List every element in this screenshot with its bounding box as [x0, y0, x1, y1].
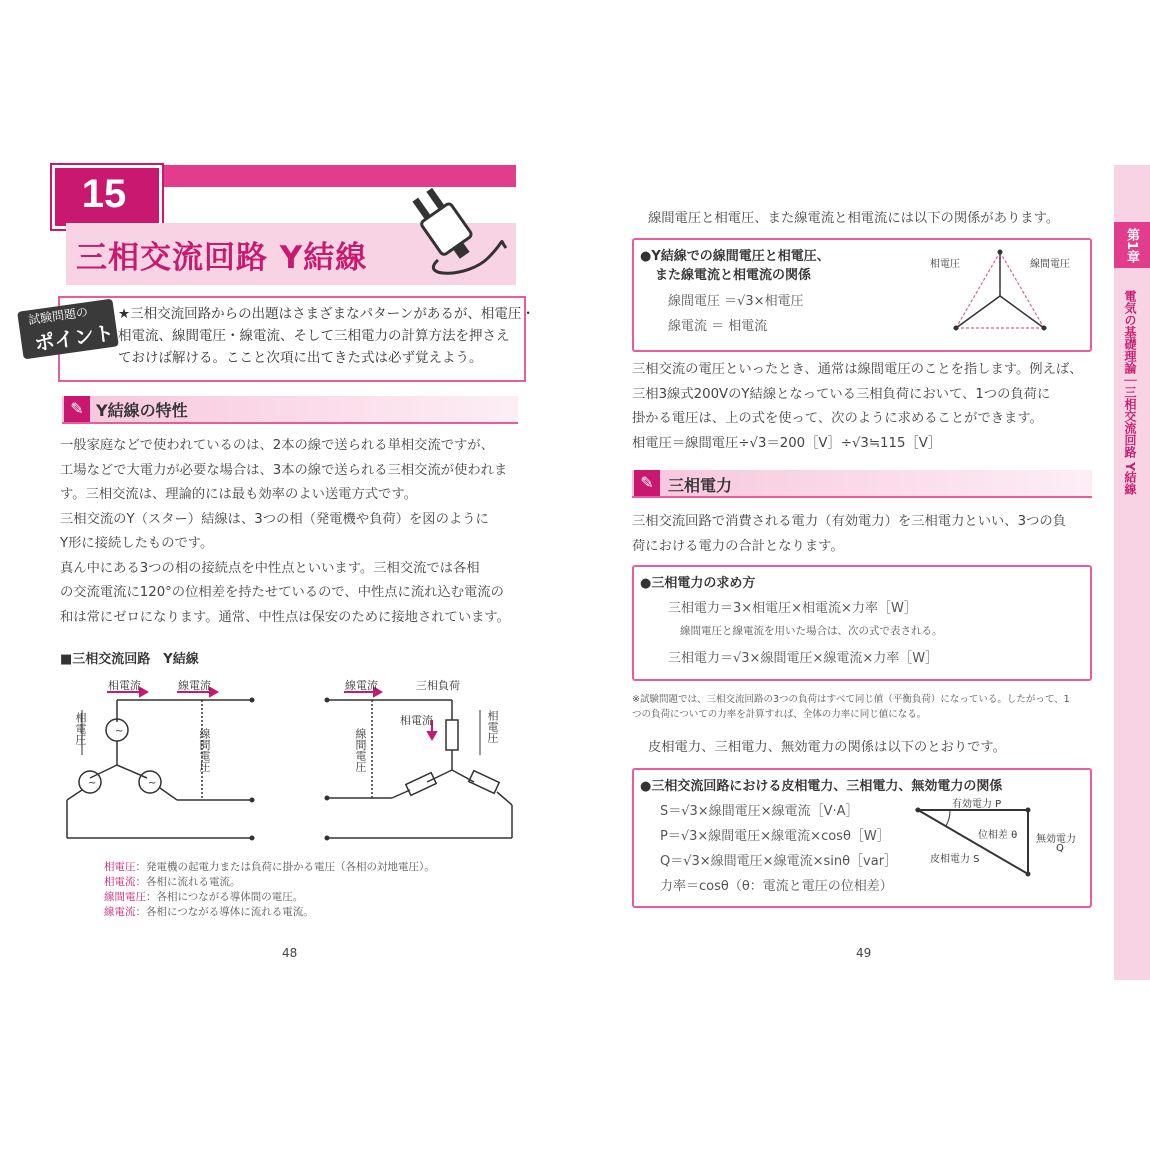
power-triangle: [910, 800, 1040, 880]
text-line: 和は常にゼロになります。通常、中性点は保安のために接地されています。: [60, 609, 510, 625]
text-line: ※試験問題では、三相交流回路の3つの負荷はすべて同じ値（平衡負荷）になっている。したがって、1: [632, 694, 1070, 705]
formula-power-phase: 三相電力＝3×相電圧×相電流×力率［W］: [668, 601, 917, 616]
formula-line-voltage: 線間電圧 ＝√3×相電圧: [668, 294, 804, 309]
page-number-right: 49: [856, 946, 872, 960]
label-active-power: 有効電力 P: [952, 799, 1002, 810]
label-line-voltage-2: 線間電圧: [354, 728, 367, 772]
exam-point-line: 相電流、線間電圧・線電流、そして三相電力の計算方法を押さえ: [118, 328, 510, 344]
plug-icon: [398, 178, 508, 278]
text-line: 掛かる電圧は、上の式を使って、次のように求めることができます。: [632, 411, 1043, 426]
exam-point-badge-small: 試験問題の: [27, 304, 89, 328]
formula-note: 線間電圧と線電流を用いた場合は、次の式で表される。: [680, 625, 943, 637]
formula-power-line: 三相電力＝√3×線間電圧×線電流×力率［W］: [668, 651, 939, 666]
page-title: 三相交流回路 Y結線: [76, 240, 368, 276]
formula-active: P＝√3×線間電圧×線電流×cosθ［W］: [660, 829, 890, 844]
relation-box-title-2: また線電流と相電流の関係: [655, 268, 812, 283]
text-line: 荷における電力の合計となります。: [632, 538, 844, 554]
formula-line-current: 線電流 ＝ 相電流: [668, 319, 768, 334]
label-reactive-q: Q: [1056, 843, 1064, 854]
pen-icon: ✎: [634, 470, 660, 496]
text-line: す。三相交流は、理論的には最も効率のよい送電方式です。: [60, 487, 417, 502]
text-line: 三相交流回路で消費される電力（有効電力）を三相電力といい、3つの負: [632, 514, 1066, 529]
chapter-number: 15: [81, 172, 127, 216]
label-three-phase-load: 三相負荷: [416, 679, 460, 692]
text-line: 相電圧＝線間電圧÷√3＝200［V］÷√3≒115［V］: [632, 435, 942, 451]
label-phase-current: 相電流: [108, 679, 141, 692]
svg-text:~: ~: [115, 726, 124, 737]
chapter-side-tab: [1114, 165, 1150, 980]
power-box-title: ●三相電力の求め方: [640, 576, 756, 591]
label-phase-voltage: 相電圧: [74, 712, 87, 745]
figure-caption: ■三相交流回路 Y結線: [60, 652, 199, 667]
text-line: つの負荷についての力率を計算すれば、全体の力率に同じ値になる。: [632, 709, 927, 720]
text-line: の交流電流に120°の位相差を持たせているので、中性点に流れ込む電流の: [60, 585, 504, 600]
label-apparent-power: 皮相電力 S: [930, 854, 980, 865]
paragraph-4: [632, 358, 1094, 456]
figure-legend: [104, 860, 435, 920]
label-phase-current-2: 相電流: [400, 714, 433, 727]
formula-reactive: Q＝√3×線間電圧×線電流×sinθ［var］: [660, 854, 898, 869]
paragraph-1: [60, 434, 522, 630]
text-line: 三相3線式200VのY結線となっている三相負荷において、1つの負荷に: [632, 386, 1051, 402]
text-line: 一般家庭などで使われているのは、2本の線で送られる単相交流ですが、: [60, 438, 494, 453]
text-line: 三相交流の電圧といったとき、通常は線間電圧のことを指します。例えば、: [632, 362, 1083, 377]
formula-apparent: S＝√3×線間電圧×線電流［V·A］: [660, 804, 859, 819]
exam-point-text: [118, 303, 535, 369]
y-connection-diagram: [62, 670, 522, 850]
section-title: 三相電力: [668, 476, 733, 495]
footnote: [632, 692, 1092, 722]
svg-text:~: ~: [148, 778, 157, 789]
exam-point-badge-big: ポイント: [32, 320, 116, 356]
label-line-current-2: 線電流: [345, 679, 378, 692]
label-line-current: 線電流: [178, 679, 211, 692]
text-line: 三相交流のY（スター）結線は、3つの相（発電機や負荷）を図のように: [60, 511, 489, 527]
page-number-left: 48: [282, 946, 298, 960]
exam-point-line: ておけば解ける。ここと次項に出てきた式は必ず覚えよう。: [118, 350, 483, 366]
side-tab-text: 電気の基礎理論｜三相交流回路 Y結線: [1123, 290, 1137, 495]
exam-point-line: ★三相交流回路からの出題はさまざまなパターンがあるが、相電圧・: [118, 306, 535, 322]
label-line-voltage-small: 線間電圧: [1030, 259, 1070, 270]
text-line: 工場などで大電力が必要な場合は、3本の線で送られる三相交流が使われま: [60, 462, 508, 478]
text-line: 真ん中にある3つの相の接続点を中性点といいます。三相交流では各相: [60, 560, 480, 576]
label-reactive-power: 無効電力: [1036, 834, 1076, 845]
label-line-voltage: 線間電圧: [198, 728, 211, 772]
legend-item: 相電圧：発電機の起電力または負荷に掛かる電圧（各相の対地電圧）。: [104, 861, 435, 873]
legend-item: 線間電圧：各相につながる導体間の電圧。: [104, 891, 304, 903]
side-tab-chapter: 第1章: [1124, 228, 1139, 264]
intro-text: 線間電圧と相電圧、また線電流と相電流には以下の関係があります。: [648, 211, 1060, 226]
paragraph-6: 皮相電力、三相電力、無効電力の関係は以下のとおりです。: [648, 740, 1006, 755]
text-line: Y形に接続したものです。: [60, 536, 214, 551]
paragraph-5: [632, 510, 1094, 559]
pen-icon: ✎: [64, 396, 90, 422]
legend-item: 線電流：各相につながる導体に流れる電流。: [104, 906, 314, 918]
relation-box-title-1: ●Y結線での線間電圧と相電圧、: [640, 249, 830, 264]
formula-power-factor: 力率＝cosθ（θ：電流と電圧の位相差）: [660, 879, 893, 894]
label-phase-voltage-small: 相電圧: [930, 259, 960, 270]
section-title: Y結線の特性: [96, 401, 188, 420]
label-phase-angle: 位相差 θ: [978, 830, 1018, 841]
legend-item: 相電流：各相に流れる電流。: [104, 876, 241, 888]
label-phase-voltage-2: 相電圧: [486, 710, 499, 743]
power-relation-title: ●三相交流回路における皮相電力、三相電力、無効電力の関係: [640, 779, 1003, 794]
svg-text:~: ~: [88, 778, 97, 789]
